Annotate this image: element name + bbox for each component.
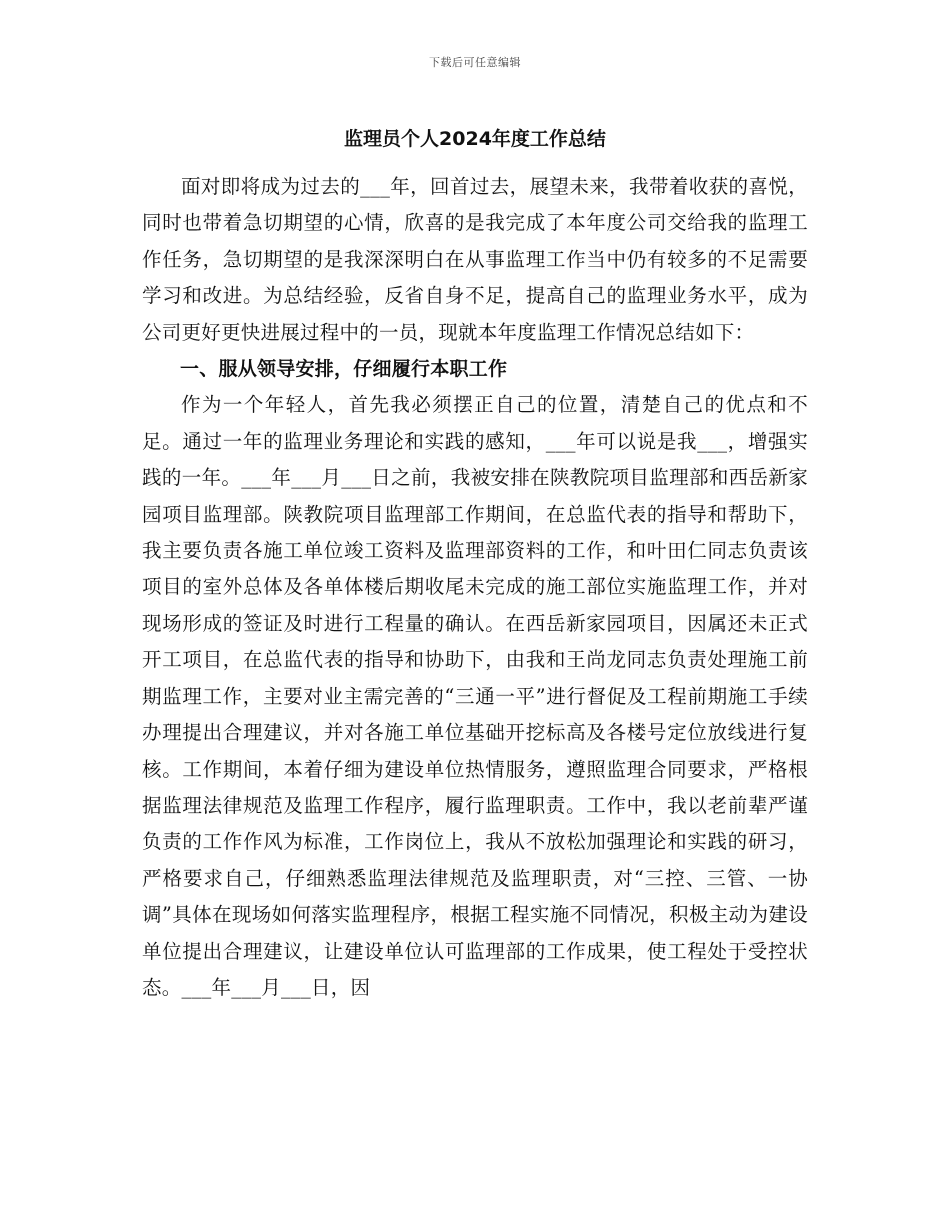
section-1-paragraph: 作为一个年轻人，首先我必须摆正自己的位置，清楚自己的优点和不足。通过一年的监理业务理论和实践的感知，___年可以说是我___，增强实践的一年。___年___月___日之前，我被安排在陕教院项目监理部和西岳新家园项目监理部。陕教院项目监理部工作期间，在总监代表的指导和帮助下，我主要负责各施工单位竣工资料及监理部资料的工作，和叶田仁同志负责该项目的室外总体及各单体楼后期收尾未完成的施工部位实施监理工作，并对现场形成的签证及时进行工程量的确认。在西岳新家园项目，因属还未正式开工项目，在总监代表的指导和协助下，由我和王尚龙同志负责处理施工前期监理工作，主要对业主需完善的“三通一平”进行督促及工程前期施工手续办理提出合理建议，并对各施工单位基础开挖标高及各楼号定位放线进行复核。工作期间，本着仔细为建设单位热情服务，遵照监理合同要求，严格根据监理法律规范及监理工作程序，履行监理职责。工作中，我以老前辈严谨负责的工作作风为标准，工作岗位上，我从不放松加强理论和实践的研习，严格要求自己，仔细熟悉监理法律规范及监理职责，对“三控、三管、一协调”具体在现场如何落实监理程序，根据工程实施不同情况，积极主动为建设单位提出合理建议，让建设单位认可监理部的工作成果，使工程处于受控状态。___年___月___日，因 — [142, 393, 808, 999]
document-title: 监理员个人2024年度工作总结 — [344, 128, 606, 150]
intro-paragraph: 面对即将成为过去的___年，回首过去，展望未来，我带着收获的喜悦，同时也带着急切期望的心情，欣喜的是我完成了本年度公司交给我的监理工作任务，急切期望的是我深深明白在从事监理工作当中仍有较多的不足需要学习和改进。为总结经验，反省自身不足，提高自己的监理业务水平，成为公司更好更快进展过程中的一员，现就本年度监理工作情况总结如下： — [142, 175, 808, 344]
document-body — [142, 169, 808, 1006]
section-heading-1: 一、服从领导安排，仔细履行本职工作 — [180, 358, 508, 381]
download-note: 下载后可任意编辑 — [429, 56, 521, 69]
